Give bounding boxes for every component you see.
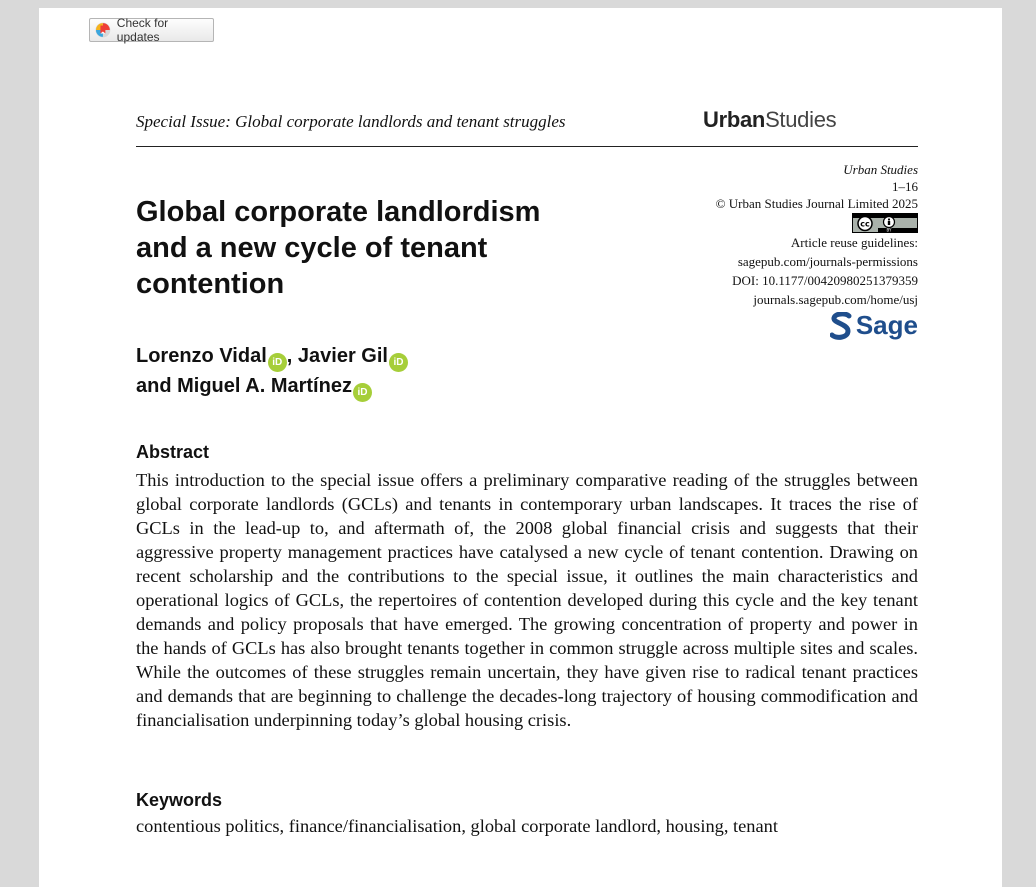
sage-logo [830,310,918,341]
author-list [136,342,408,402]
title-line-2: and a new cycle of tenant [136,232,488,264]
orcid-icon[interactable]: iD [353,383,372,402]
crossmark-icon [95,22,111,38]
article-title [136,194,606,302]
header-divider [136,146,918,147]
journal-logo-bold: Urban [703,107,766,132]
journal-logo-light: Studies [765,107,837,132]
keywords-text: contentious politics, finance/financialisation, global corporate landlord, housing, tenant [136,816,778,836]
cc-mark: cc [860,219,870,229]
article-metadata [618,161,918,308]
author-name: Javier Gil [297,345,388,367]
check-for-updates-label: Check for updates [116,16,169,44]
sage-s-icon [830,312,852,340]
meta-copyright: © Urban Studies Journal Limited 2025 [715,196,918,211]
sage-wordmark: Sage [855,310,918,340]
abstract-text: This introduction to the special issue offers a preliminary comparative reading of the struggles between global corporate landlords (GCLs) and tenants in contemporary urban landscapes. It traces the rise of GCLs in the lead-up to, and aftermath of, the 2008 global financial crisis and suggests that their aggressive property management practices have catalysed a new cycle of tenant contention. Drawing on recent scholarship and the contributions to the special issue, it outlines the main characteristics and operational logics of GCLs, the repertoires of contention developed during this cycle and the key tenant demands and policy proposals that have emerged. The growing concentration of property and power in the hands of GCLs has also brought tenants together in common struggle across multiple sites and scales. While the outcomes of these struggles remain uncertain, they have given rise to radical tenant practices and demands that are beginning to challenge the decades-long trajectory of housing commodification and financialisation underpinning today’s global housing crisis. [136,470,918,730]
meta-pages: 1–16 [892,179,918,194]
meta-journal-url[interactable]: journals.sagepub.com/home/usj [753,292,918,307]
keywords-heading: Keywords [136,790,223,810]
author-separator: , [286,345,298,367]
title-line-1: Global corporate landlordism [136,196,541,228]
cc-by-license-icon[interactable] [852,213,918,233]
title-line-3: contention [136,268,285,300]
meta-reuse-label: Article reuse guidelines: [790,235,918,250]
abstract-heading: Abstract [136,442,210,462]
journal-logo [703,107,836,133]
meta-reuse-link[interactable]: sagepub.com/journals-permissions [737,254,918,269]
cc-by-mark: BY [886,227,892,232]
author-name: Lorenzo Vidal [136,345,267,367]
author-name: and Miguel A. Martínez [136,375,352,397]
orcid-icon[interactable]: iD [268,353,287,372]
meta-journal-name: Urban Studies [843,162,918,177]
document-page [39,8,1002,887]
special-issue-line: Special Issue: Global corporate landlords and tenant struggles [136,112,566,131]
orcid-icon[interactable]: iD [389,353,408,372]
meta-doi[interactable]: DOI: 10.1177/00420980251379359 [732,273,918,288]
check-for-updates-button[interactable] [89,18,214,42]
